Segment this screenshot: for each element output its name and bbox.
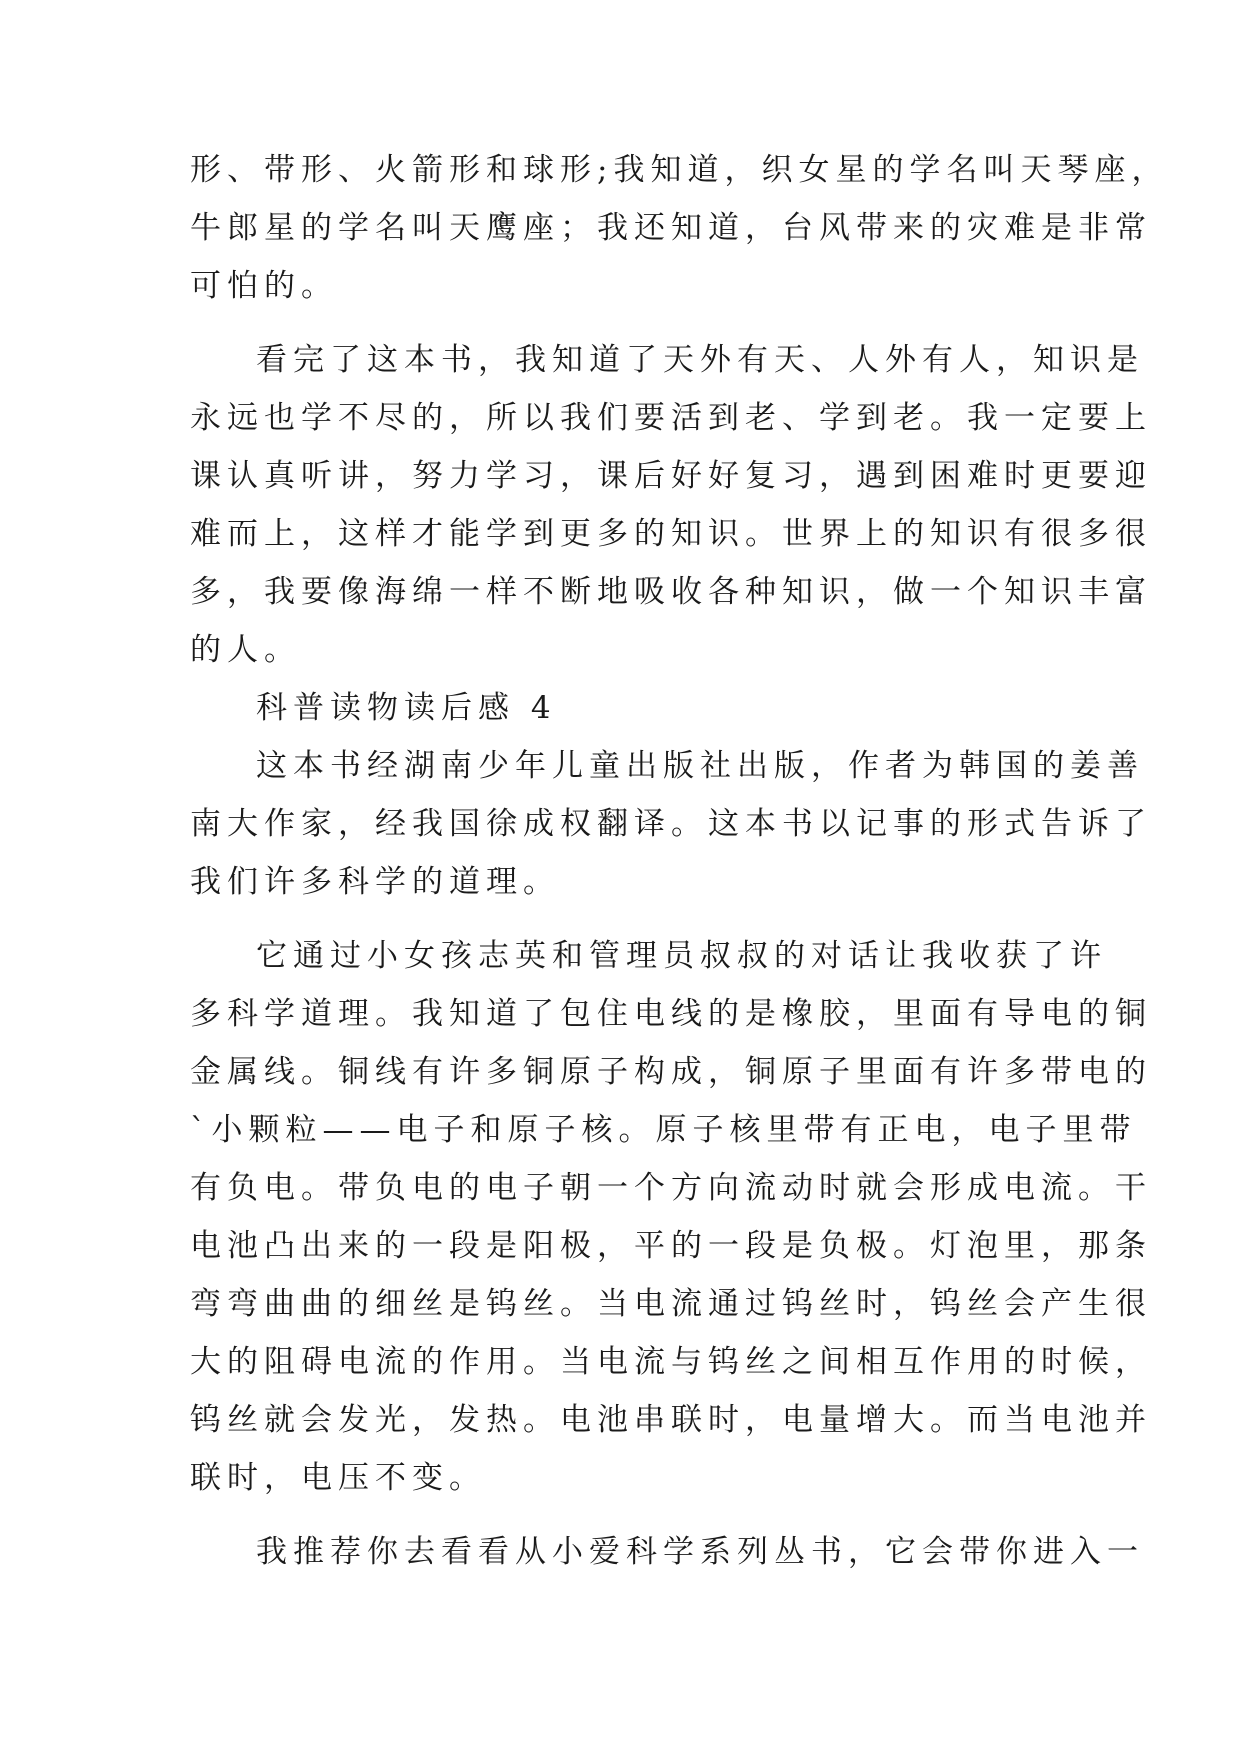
text-line: 有负电。带负电的电子朝一个方向流动时就会形成电流。干: [190, 1170, 1152, 1206]
text-line: 电池凸出来的一段是阳极，平的一段是负极。灯泡里，那条: [190, 1228, 1152, 1264]
text-line: 的人。: [190, 632, 301, 668]
text-line: 难而上，这样才能学到更多的知识。世界上的知识有很多很: [190, 516, 1152, 552]
text-line: 多科学道理。我知道了包住电线的是橡胶，里面有导电的铜: [190, 996, 1152, 1032]
section-heading: 科普读物读后感 4: [256, 690, 557, 726]
text-line: 钨丝就会发光，发热。电池串联时，电量增大。而当电池并: [190, 1402, 1152, 1438]
paragraph-first-line: 看完了这本书，我知道了天外有天、人外有人，知识是: [256, 342, 1144, 378]
paragraph-first-line: 这本书经湖南少年儿童出版社出版，作者为韩国的姜善: [256, 748, 1144, 784]
text-line: 大的阻碍电流的作用。当电流与钨丝之间相互作用的时候，: [190, 1344, 1152, 1380]
paragraph-first-line: 我推荐你去看看从小爱科学系列丛书，它会带你进入一: [256, 1534, 1144, 1570]
text-line: `小颗粒——电子和原子核。原子核里带有正电，电子里带: [190, 1112, 1137, 1148]
text-line: 联时，电压不变。: [190, 1460, 486, 1496]
text-line: 我们许多科学的道理。: [190, 864, 560, 900]
text-line: 南大作家，经我国徐成权翻译。这本书以记事的形式告诉了: [190, 806, 1152, 842]
text-line: 形、带形、火箭形和球形;我知道，织女星的学名叫天琴座，: [190, 152, 1169, 188]
text-line: 多，我要像海绵一样不断地吸收各种知识，做一个知识丰富: [190, 574, 1152, 610]
text-line: 永远也学不尽的，所以我们要活到老、学到老。我一定要上: [190, 400, 1152, 436]
text-line: 牛郎星的学名叫天鹰座；我还知道，台风带来的灾难是非常: [190, 210, 1152, 246]
text-line: 弯弯曲曲的细丝是钨丝。当电流通过钨丝时，钨丝会产生很: [190, 1286, 1152, 1322]
text-line: 金属线。铜线有许多铜原子构成，铜原子里面有许多带电的: [190, 1054, 1152, 1090]
text-line: 可怕的。: [190, 268, 338, 304]
paragraph-first-line: 它通过小女孩志英和管理员叔叔的对话让我收获了许: [256, 938, 1107, 974]
text-line: 课认真听讲，努力学习，课后好好复习，遇到困难时更要迎: [190, 458, 1152, 494]
